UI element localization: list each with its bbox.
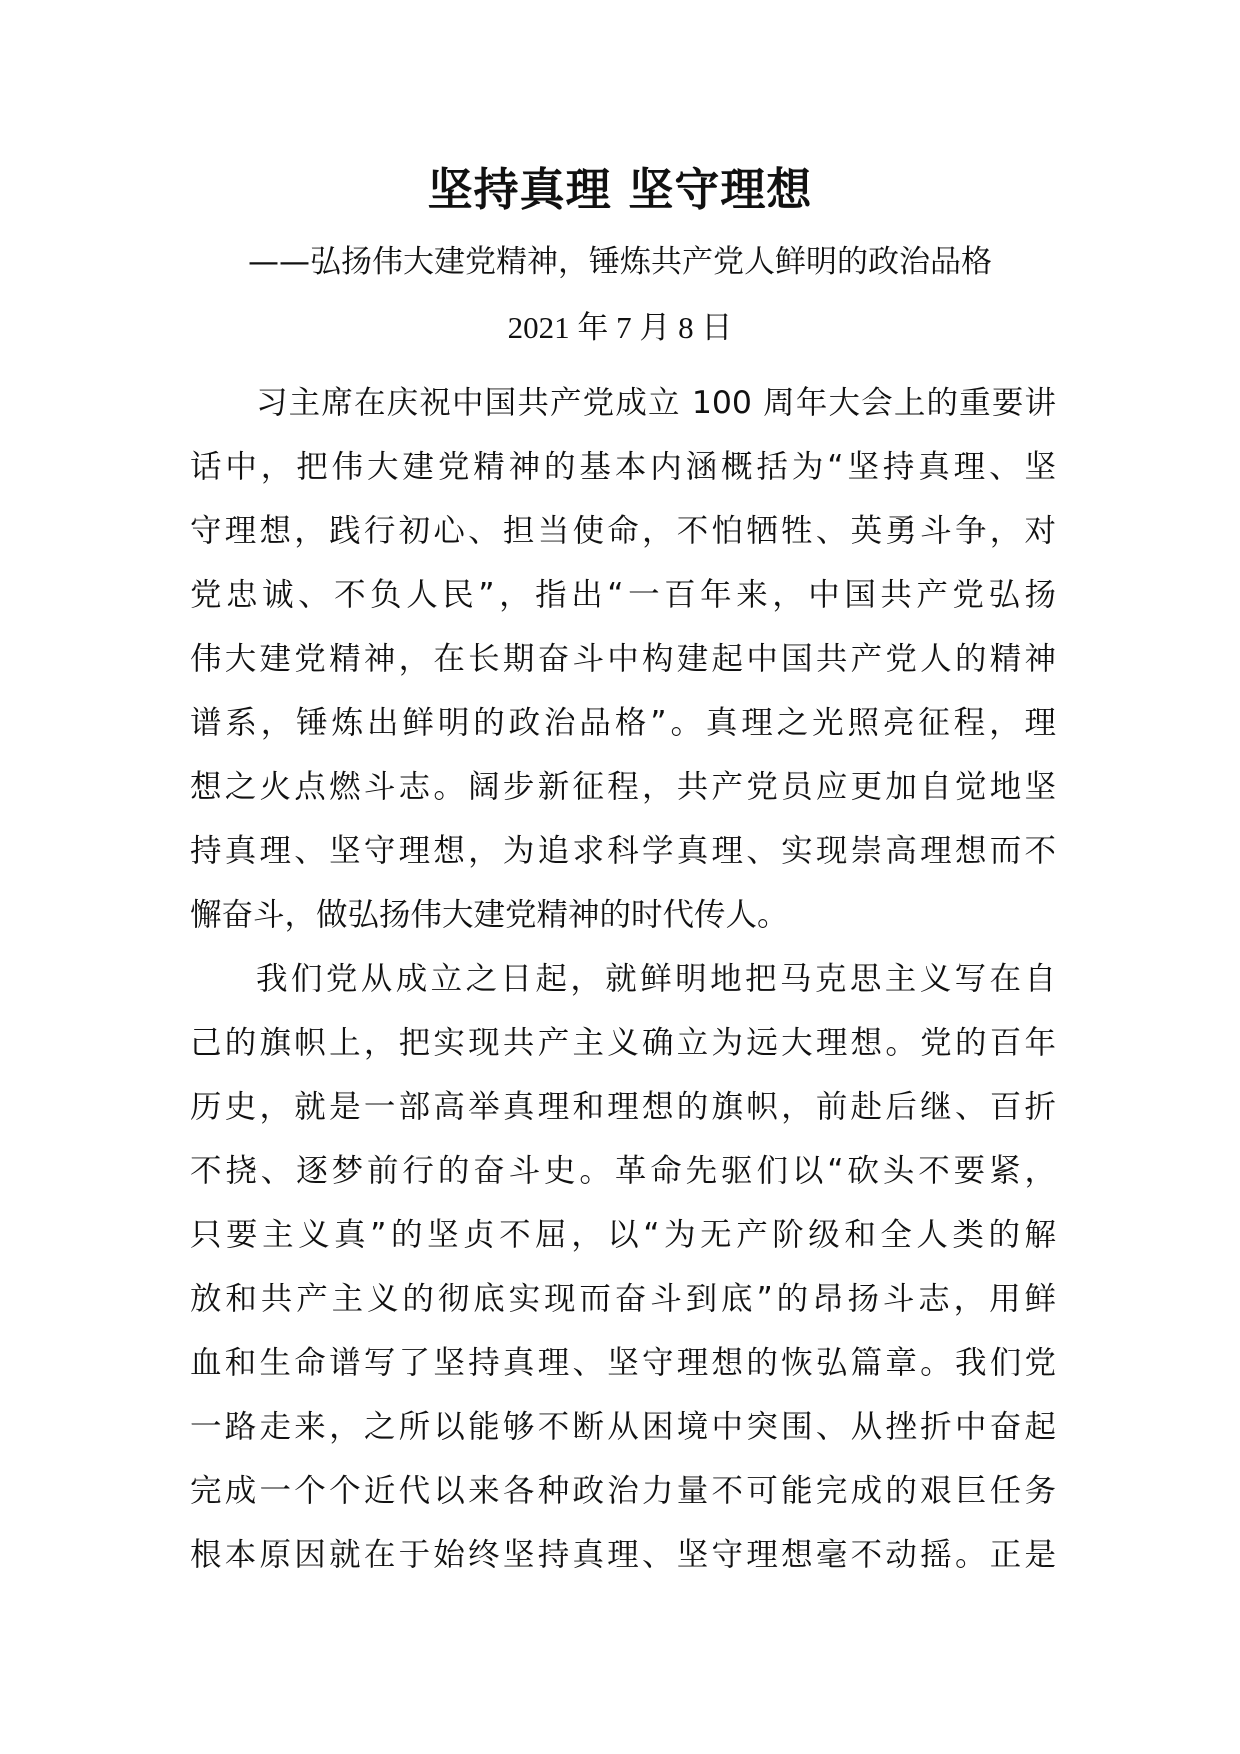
paragraph-2-line-6: 放和共产主义的彻底实现而奋斗到底”的昂扬斗志，用鲜 <box>190 1281 1056 1317</box>
paragraph-1-line-4: 党忠诚、不负人民”，指出“一百年来，中国共产党弘扬 <box>190 577 1056 613</box>
document-date: 2021 年 7 月 8 日 <box>507 310 733 345</box>
paragraph-2-line-1: 我们党从成立之日起，就鲜明地把马克思主义写在自 <box>256 961 1056 997</box>
paragraph-1-line-1: 习主席在庆祝中国共产党成立 100 周年大会上的重要讲 <box>256 385 1056 421</box>
paragraph-1-line-7: 想之火点燃斗志。阔步新征程，共产党员应更加自觉地坚 <box>190 769 1056 805</box>
paragraph-1-line-2: 话中，把伟大建党精神的基本内涵概括为“坚持真理、坚 <box>190 449 1056 485</box>
document-body <box>190 371 1056 1587</box>
paragraph-2-line-8: 一路走来，之所以能够不断从困境中突围、从挫折中奋起 <box>190 1409 1056 1445</box>
document-subtitle: ——弘扬伟大建党精神，锤炼共产党人鲜明的政治品格 <box>248 244 992 280</box>
paragraph-1-line-8: 持真理、坚守理想，为追求科学真理、实现崇高理想而不 <box>190 833 1056 869</box>
paragraph-2-line-2: 己的旗帜上，把实现共产主义确立为远大理想。党的百年 <box>190 1025 1056 1061</box>
document-title: 坚持真理 坚守理想 <box>427 163 813 216</box>
paragraph-2-line-9: 完成一个个近代以来各种政治力量不可能完成的艰巨任务 <box>190 1473 1056 1509</box>
paragraph-1-line-3: 守理想，践行初心、担当使命，不怕牺牲、英勇斗争，对 <box>190 513 1056 549</box>
paragraph-2-line-4: 不挠、逐梦前行的奋斗史。革命先驱们以“砍头不要紧， <box>190 1153 1056 1189</box>
paragraph-2-line-3: 历史，就是一部高举真理和理想的旗帜，前赴后继、百折 <box>190 1089 1056 1125</box>
paragraph-2-line-10: 根本原因就在于始终坚持真理、坚守理想毫不动摇。正是 <box>190 1537 1056 1573</box>
paragraph-1-line-5: 伟大建党精神，在长期奋斗中构建起中国共产党人的精神 <box>190 641 1056 677</box>
paragraph-2-line-5: 只要主义真”的坚贞不屈，以“为无产阶级和全人类的解 <box>190 1217 1056 1253</box>
paragraph-1-line-6: 谱系，锤炼出鲜明的政治品格”。真理之光照亮征程，理 <box>190 705 1056 741</box>
paragraph-1-line-9: 懈奋斗，做弘扬伟大建党精神的时代传人。 <box>190 897 789 933</box>
paragraph-2-line-7: 血和生命谱写了坚持真理、坚守理想的恢弘篇章。我们党 <box>190 1345 1056 1381</box>
